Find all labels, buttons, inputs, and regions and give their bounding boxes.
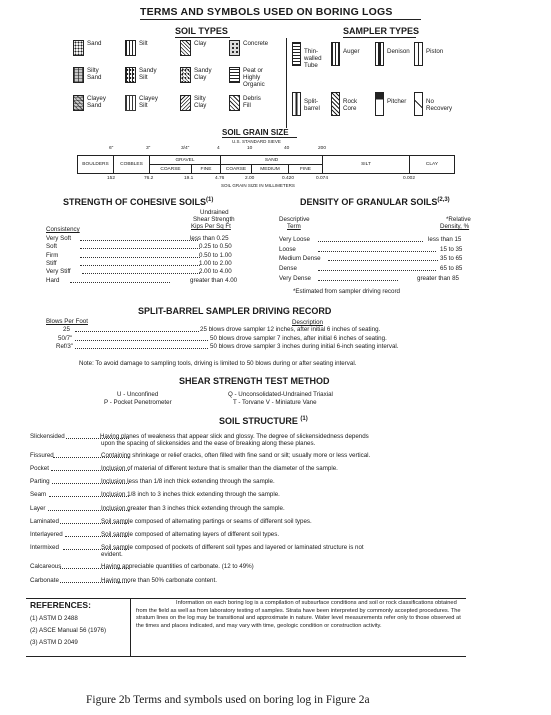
sampler-symbol [375,92,384,116]
sampler-types-underline [343,37,416,38]
cohesive-strength: 0.25 to 0.50 [199,243,232,251]
split-barrel-code: 50/7" [58,334,73,342]
sampler-label: Thin- walled Tube [304,48,322,69]
cohesive-col2-l3: Kips Per Sq Ft [191,223,231,230]
granular-density: greater than 85 [417,274,459,282]
structure-term: Parting [30,478,50,485]
sieve-tick-label: 200 [318,146,327,151]
soil-label: Silty Sand [87,67,102,81]
structure-desc: Inclusion greater than 3 inches thick extending through the sample. [101,505,285,512]
mm-tick-label: 2.00 [245,176,255,181]
cohesive-strength: 2.00 to 4.00 [199,268,232,276]
soil-swatch-clayeysand [73,95,84,111]
soil-label: Debris Fill [243,95,261,109]
granular-term: Medium Dense [279,255,321,263]
structure-term: Laminated [30,518,59,525]
leader-dots [70,282,170,283]
cohesive-col2-l1: Undrained [200,209,229,216]
soil-label: Clayey Sand [87,95,106,109]
grain-sand: SAND [220,155,323,165]
leader-dots [75,348,208,349]
cohesive-consistency: Very Stiff [46,268,71,276]
sampler-label: No Recovery [426,98,453,112]
mm-tick-label: 0.002 [403,176,416,181]
structure-term: Slickensided [30,433,65,440]
mm-label: SOIL GRAIN SIZE IN MILLIMETERS [221,183,295,188]
grain-gravel-coarse: COARSE [149,164,192,174]
soil-swatch-silt [125,40,136,56]
granular-term: Loose [279,245,296,253]
cohesive-col2-l2: Shear Strength [193,216,235,223]
leader-dots [80,265,200,266]
leader-dots [75,331,199,332]
cohesive-strength: 1.00 to 2.00 [199,259,232,267]
soil-swatch-siltysand [73,67,84,83]
sieve-tick-label: 3" [146,146,151,151]
leader-dots [82,273,200,274]
cohesive-consistency: Firm [46,251,59,259]
structure-term: Fissured [30,452,54,459]
sampler-symbol [292,92,301,116]
reference-3: (3) ASTM D 2049 [30,639,78,646]
soil-label: Silty Clay [194,95,207,109]
structure-term: Pocket [30,465,49,472]
split-barrel-desc: 50 blows drove sampler 7 inches, after initial 6 inches of seating. [210,334,387,342]
cohesive-strength: 0.50 to 1.00 [199,251,232,259]
cohesive-consistency: Very Soft [46,235,72,242]
structure-desc: Having appreciable quantities of carbonate. (12 to 49%) [101,563,254,570]
split-barrel-code: Ref/3" [56,343,73,350]
structure-desc: Inclusion 1/8 inch to 3 inches thick extending through the sample. [101,491,280,498]
granular-heading [300,197,450,207]
soil-swatch-debris [229,95,240,111]
grain-sand-coarse: COARSE [220,164,252,174]
sieve-tick-label: 10 [247,146,253,151]
sampler-label: Rock Core [343,98,358,112]
mm-tick-label: 4.76 [215,176,225,181]
references-text: Information on each boring log is a compilation of subsurface conditions and soil or rock classifications obtained from the field as well as from laboratory testing of samples. Strata have been interpreted by commonly accepted procedures. The stratum lines on the log may be transitional and approximate in nature. Water level measurements refer only to those observed at the times and places indicated, and may vary with time, geologic condition or construction activity. [136,600,461,629]
structure-desc: Soil sample composed of alternating layers of different soil types. [101,531,280,538]
granular-col2-l1: *Relative [446,216,471,223]
split-barrel-desc: 25 blows drove sampler 12 inches, after initial 6 inches of seating. [200,326,381,333]
sampler-label: Denison [387,48,410,55]
soil-label: Sand [87,40,102,47]
split-barrel-code: 25 [63,326,70,333]
sampler-divider [286,38,287,128]
cohesive-heading-text: STRENGTH OF COHESIVE SOILS [63,197,207,207]
sampler-symbol [331,42,340,66]
soil-label: Concrete [243,40,269,47]
structure-heading-text: SOIL STRUCTURE [219,416,298,426]
mm-tick-label: 19.1 [184,176,194,181]
grain-boulders: BOULDERS [77,155,114,174]
soil-swatch-gravel [73,40,84,56]
soil-swatch-clay [180,40,191,56]
leader-dots [80,257,200,258]
sieve-tick-label: 3/4" [181,146,190,151]
sieve-tick-label: 4 [217,146,220,151]
soil-swatch-sandyclay [180,67,191,83]
split-barrel-note: Note: To avoid damage to sampling tools, driving is limited to 50 blows during or after seating interval. [79,360,357,367]
split-barrel-heading: SPLIT-BARREL SAMPLER DRIVING RECORD [138,306,332,316]
leader-dots [318,241,423,242]
soil-swatch-siltyclay [180,95,191,111]
cohesive-consistency: Soft [46,243,58,251]
split-barrel-col2: Description [292,319,323,326]
granular-heading-text: DENSITY OF GRANULAR SOILS [300,197,438,207]
structure-desc: Inclusion of material of different texture that is smaller than the diameter of the sample. [101,465,338,472]
granular-term: Dense [279,265,297,273]
structure-desc: Having planes of weakness that appear slick and glossy. The degree of slickensidedness depends [100,433,369,440]
structure-heading-sup: (1) [300,416,308,422]
grain-gravel: GRAVEL [149,155,221,165]
structure-heading [219,416,308,426]
sieve-label: U.S. STANDARD SIEVE [232,139,281,144]
granular-density: 15 to 35 [440,245,463,253]
sampler-label: Pitcher [387,98,407,105]
soil-label: Silt [139,40,148,47]
cohesive-consistency: Stiff [46,259,57,267]
soil-swatch-concrete [229,40,240,56]
granular-term: Very Loose [279,236,310,243]
reference-1: (1) ASTM D 2488 [30,615,78,622]
grain-gravel-fine: FINE [191,164,221,174]
sampler-label: Auger [343,48,360,55]
grain-clay: CLAY [409,155,455,174]
grain-size-heading: SOIL GRAIN SIZE [222,128,289,137]
soil-label: Sandy Silt [139,67,157,81]
sampler-symbol [414,42,423,66]
structure-desc: Soil sample composed of pockets of different soil types and layered or laminated structure is not [101,544,364,551]
reference-2: (2) ASCE Manual 56 (1976) [30,627,107,634]
cohesive-strength: less than 0.25 [190,235,229,242]
structure-term: Interlayered [30,531,63,538]
shear-left-2: P - Pocket Penetrometer [104,399,172,406]
granular-density: 65 to 85 [440,265,463,273]
title-underline [140,19,421,20]
shear-left-1: U - Unconfined [117,391,159,398]
structure-desc: Having more than 50% carbonate content. [101,577,217,584]
soil-types-heading: SOIL TYPES [175,26,228,36]
structure-term: Intermixed [30,544,59,551]
sampler-symbol [375,42,384,66]
shear-right-2: T - Torvane V - Miniature Vane [233,399,317,406]
structure-desc: Containing shrinkage or relief cracks, often filled with fine sand or silt; usually more or less vertical. [101,452,371,459]
granular-col2-l2: Density, % [440,223,470,230]
cohesive-strength: greater than 4.00 [190,276,238,284]
grain-size-underline [222,137,297,138]
structure-desc-cont: upon the spacing of slickensides and the ease of breaking along these planes. [101,439,316,447]
soil-swatch-sandysilt [125,67,136,83]
mm-tick-label: 76.2 [144,176,154,181]
grain-silt: SILT [322,155,410,174]
page-title: TERMS AND SYMBOLS USED ON BORING LOGS [140,6,393,18]
references-heading: REFERENCES: [30,600,91,610]
structure-desc: Soil sample composed of alternating partings or seams of different soil types. [101,518,312,525]
shear-heading: SHEAR STRENGTH TEST METHOD [179,376,330,386]
leader-dots [318,280,398,281]
split-barrel-desc: 50 blows drove sampler 3 inches during initial 6-inch seating interval. [210,343,399,350]
leader-dots [80,248,200,249]
refs-bottom-rule [26,656,466,657]
refs-divider [130,598,131,656]
granular-density: less than 15 [428,236,462,243]
grain-cobbles: COBBLES [113,155,150,174]
grain-sand-medium: MEDIUM [251,164,289,174]
sieve-tick-label: 40 [284,146,290,151]
split-barrel-col1: Blows Per Foot [46,318,88,325]
mm-tick-label: 152 [107,176,116,181]
soil-label: Peat or Highly Organic [243,67,265,88]
cohesive-heading-sup: (1) [206,197,214,203]
structure-term: Seam [30,491,47,498]
soil-types-underline [175,37,230,38]
structure-desc: Inclusion less than 1/8 inch thick extending through the sample. [101,478,275,485]
structure-term: Layer [30,505,46,512]
cohesive-col1: Consistency [46,226,80,233]
shear-right-1: Q - Unconsolidated-Undrained Triaxial [228,391,333,398]
sieve-tick-label: 6" [109,146,114,151]
structure-term: Carbonate [30,577,59,584]
leader-dots [328,260,438,261]
structure-term: Calcareous [30,563,62,570]
granular-col1-l2: Term [287,223,301,230]
sampler-label: Piston [426,48,444,55]
mm-tick-label: 0.420 [282,176,295,181]
leader-dots [318,251,436,252]
granular-density: 35 to 65 [440,255,463,263]
soil-label: Clayey Silt [139,95,158,109]
soil-label: Sandy Clay [194,67,212,81]
granular-heading-sup: (2,3) [437,197,450,203]
soil-swatch-clayeysilt [125,95,136,111]
granular-col1-l1: Descriptive [279,216,310,223]
leader-dots [75,340,208,341]
cohesive-consistency: Hard [46,276,60,284]
sampler-types-heading: SAMPLER TYPES [343,26,420,36]
sampler-symbol [414,92,423,116]
sampler-symbol [331,92,340,116]
mm-tick-label: 0.074 [316,176,329,181]
leader-dots [80,240,198,241]
grain-sand-fine: FINE [288,164,323,174]
soil-swatch-peat [229,67,240,83]
sampler-symbol [292,42,301,66]
sampler-label: Split- barrel [304,98,320,112]
refs-top-rule [26,598,466,599]
structure-desc-cont: evident. [101,550,123,558]
granular-note: *Estimated from sampler driving record [293,288,400,295]
granular-term: Very Dense [279,274,311,282]
soil-label: Clay [194,40,207,47]
leader-dots [318,270,436,271]
cohesive-heading [63,197,213,207]
figure-caption: Figure 2b Terms and symbols used on boring log in Figure 2a [86,694,370,706]
